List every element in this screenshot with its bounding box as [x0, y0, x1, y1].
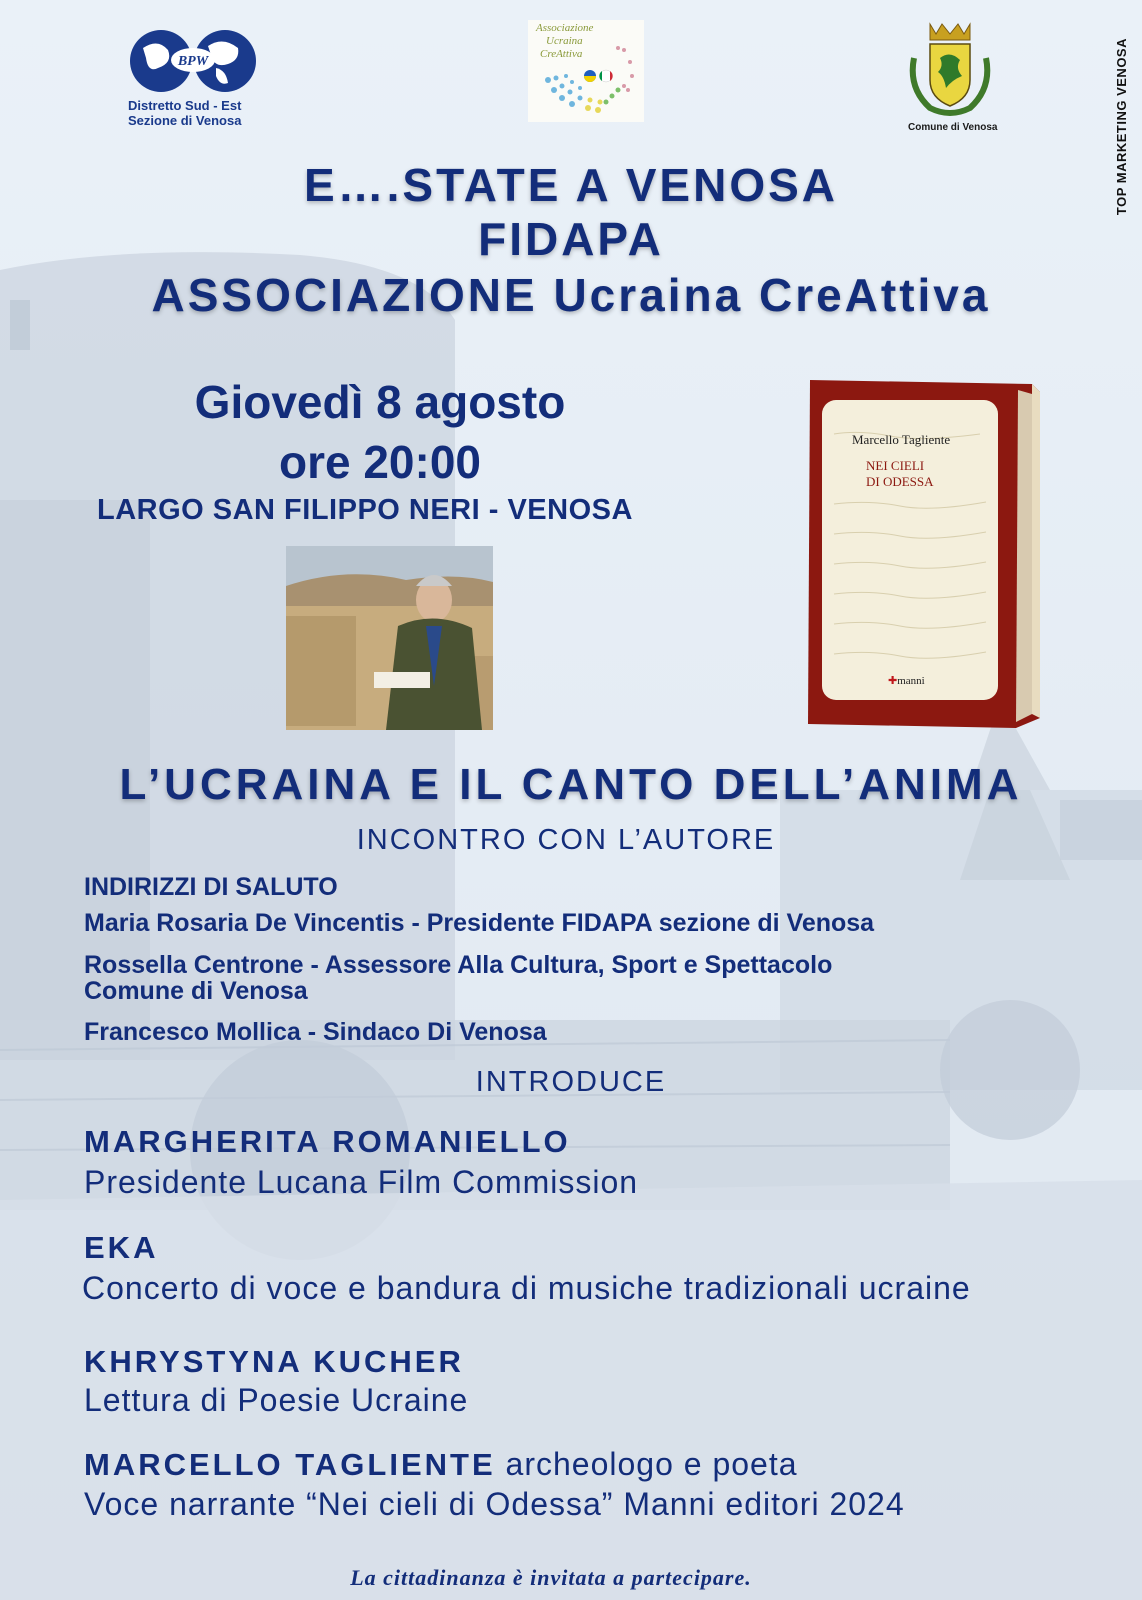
introduce-label: INTRODUCE — [475, 1066, 667, 1098]
book-author: Marcello Tagliente — [852, 432, 951, 447]
program-subtitle: INCONTRO CON L’AUTORE — [356, 824, 776, 856]
dot-swirl-icon — [528, 20, 644, 122]
speaker-name: EKA — [84, 1230, 159, 1265]
book-title-line1: NEI CIELI — [866, 458, 925, 473]
bpw-section: Sezione di Venosa — [128, 113, 242, 128]
greeting-item: Maria Rosaria De Vincentis - Presidente FIDAPA sezione di Venosa — [84, 909, 875, 937]
footer-invitation: La cittadinanza è invitata a partecipare. — [350, 1565, 752, 1590]
event-date: Giovedì 8 agosto — [194, 376, 566, 428]
speaker-name: MARCELLO TAGLIENTE — [84, 1447, 496, 1482]
speaker-desc: Concerto di voce e bandura di musiche tradizionali ucraine — [82, 1270, 971, 1306]
greeting-item: Francesco Mollica - Sindaco Di Venosa — [84, 1018, 547, 1046]
program-title: L’UCRAINA E IL CANTO DELL’ANIMA — [119, 760, 1023, 809]
bpw-district: Distretto Sud - Est — [128, 98, 242, 113]
speaker-desc: Voce narrante “Nei cieli di Odessa” Manni editori 2024 — [84, 1486, 905, 1522]
speaker-desc: Lettura di Poesie Ucraine — [84, 1382, 469, 1418]
association-line3: CreAttiva — [540, 48, 583, 60]
event-time: ore 20:00 — [278, 436, 481, 488]
crest-icon — [900, 18, 1000, 118]
association-line2: Ucraina — [546, 35, 583, 47]
association-logo — [528, 20, 644, 122]
vertical-credit: TOP MARKETING VENOSA — [1114, 38, 1129, 216]
globe-icon — [128, 28, 258, 94]
greetings-heading: INDIRIZZI DI SALUTO — [84, 873, 338, 901]
speaker-line — [84, 1446, 798, 1483]
publisher-cross-icon: ✚ — [888, 675, 898, 687]
greeting-item: Rossella Centrone - Assessore Alla Cultura, Sport e Spettacolo — [84, 951, 833, 979]
speaker-desc: Presidente Lucana Film Commission — [84, 1164, 639, 1200]
book-publisher-name: manni — [897, 675, 925, 687]
author-photo — [286, 546, 493, 730]
speaker-role: archeologo e poeta — [495, 1446, 798, 1482]
comune-label: Comune di Venosa — [908, 122, 998, 133]
book-cover — [800, 374, 1044, 732]
comune-crest-logo — [900, 18, 1000, 138]
header-line1: E….STATE A VENOSA — [303, 159, 839, 211]
speaker-name: KHRYSTYNA KUCHER — [84, 1344, 464, 1379]
book-publisher — [888, 674, 925, 687]
header-line3: ASSOCIAZIONE Ucraina CreAttiva — [151, 269, 991, 321]
speaker-name: MARGHERITA ROMANIELLO — [84, 1124, 571, 1159]
bpw-logo — [122, 28, 262, 128]
bpw-mark: BPW — [177, 54, 209, 69]
greeting-item: Comune di Venosa — [84, 977, 308, 1005]
event-location: LARGO SAN FILIPPO NERI - VENOSA — [97, 494, 633, 526]
book-title-line2: DI ODESSA — [866, 474, 934, 489]
association-line1: Associazione — [536, 22, 594, 34]
header-line2: FIDAPA — [478, 213, 664, 265]
